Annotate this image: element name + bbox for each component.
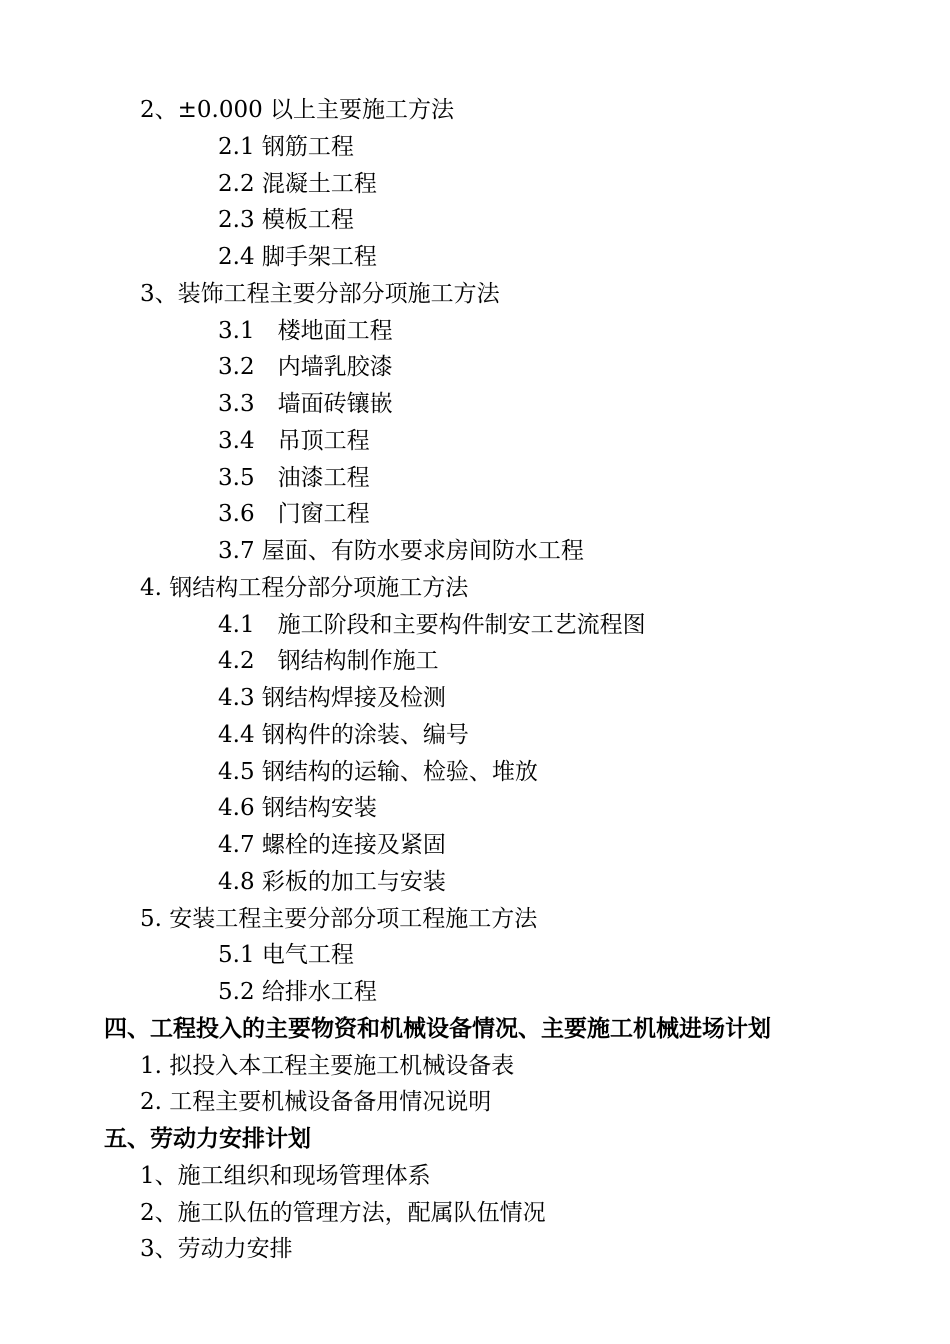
toc-entry: 4.7 螺栓的连接及紧固 — [218, 832, 446, 858]
toc-section-heading: 五、劳动力安排计划 — [104, 1126, 311, 1152]
toc-entry: 3.6 门窗工程 — [218, 501, 370, 528]
toc-entry: 4.6 钢结构安装 — [218, 795, 377, 822]
toc-entry: 2.4 脚手架工程 — [218, 244, 377, 270]
toc-entry: 3.5 油漆工程 — [218, 464, 370, 491]
toc-entry: 4.4 钢构件的涂装、编号 — [218, 721, 469, 748]
toc-entry: 3.1 楼地面工程 — [218, 317, 393, 344]
table-of-contents — [0, 92, 950, 1268]
toc-entry: 2.1 钢筋工程 — [218, 133, 354, 160]
toc-entry: 4.8 彩板的加工与安装 — [218, 868, 446, 895]
toc-entry: 3.2 内墙乳胶漆 — [218, 354, 393, 381]
toc-entry: 4. 钢结构工程分部分项施工方法 — [140, 574, 469, 601]
toc-entry: 3、劳动力安排 — [140, 1236, 293, 1263]
toc-entry: 1. 拟投入本工程主要施工机械设备表 — [140, 1052, 515, 1079]
toc-entry: 3.4 吊顶工程 — [218, 427, 370, 454]
toc-entry: 4.2 钢结构制作施工 — [218, 648, 439, 675]
toc-entry: 3.7 屋面、有防水要求房间防水工程 — [218, 538, 584, 564]
toc-entry: 1、施工组织和现场管理体系 — [140, 1162, 431, 1189]
toc-entry: 2、±0.000 以上主要施工方法 — [140, 97, 455, 123]
toc-entry: 5.1 电气工程 — [218, 942, 354, 969]
toc-entry: 5.2 给排水工程 — [218, 979, 377, 1005]
toc-entry: 2. 工程主要机械设备备用情况说明 — [140, 1089, 492, 1116]
toc-entry: 2.3 模板工程 — [218, 207, 354, 234]
toc-entry: 2.2 混凝土工程 — [218, 170, 377, 197]
toc-entry: 2、施工队伍的管理方法，配属队伍情况 — [140, 1199, 546, 1226]
toc-entry: 3.3 墙面砖镶嵌 — [218, 391, 393, 417]
toc-entry: 4.1 施工阶段和主要构件制安工艺流程图 — [218, 611, 646, 638]
toc-entry: 3、装饰工程主要分部分项施工方法 — [140, 280, 500, 307]
toc-entry: 4.3 钢结构焊接及检测 — [218, 685, 446, 711]
toc-entry: 4.5 钢结构的运输、检验、堆放 — [218, 758, 538, 785]
toc-section-heading: 四、工程投入的主要物资和机械设备情况、主要施工机械进场计划 — [104, 1015, 771, 1042]
toc-entry: 5. 安装工程主要分部分项工程施工方法 — [140, 905, 538, 932]
